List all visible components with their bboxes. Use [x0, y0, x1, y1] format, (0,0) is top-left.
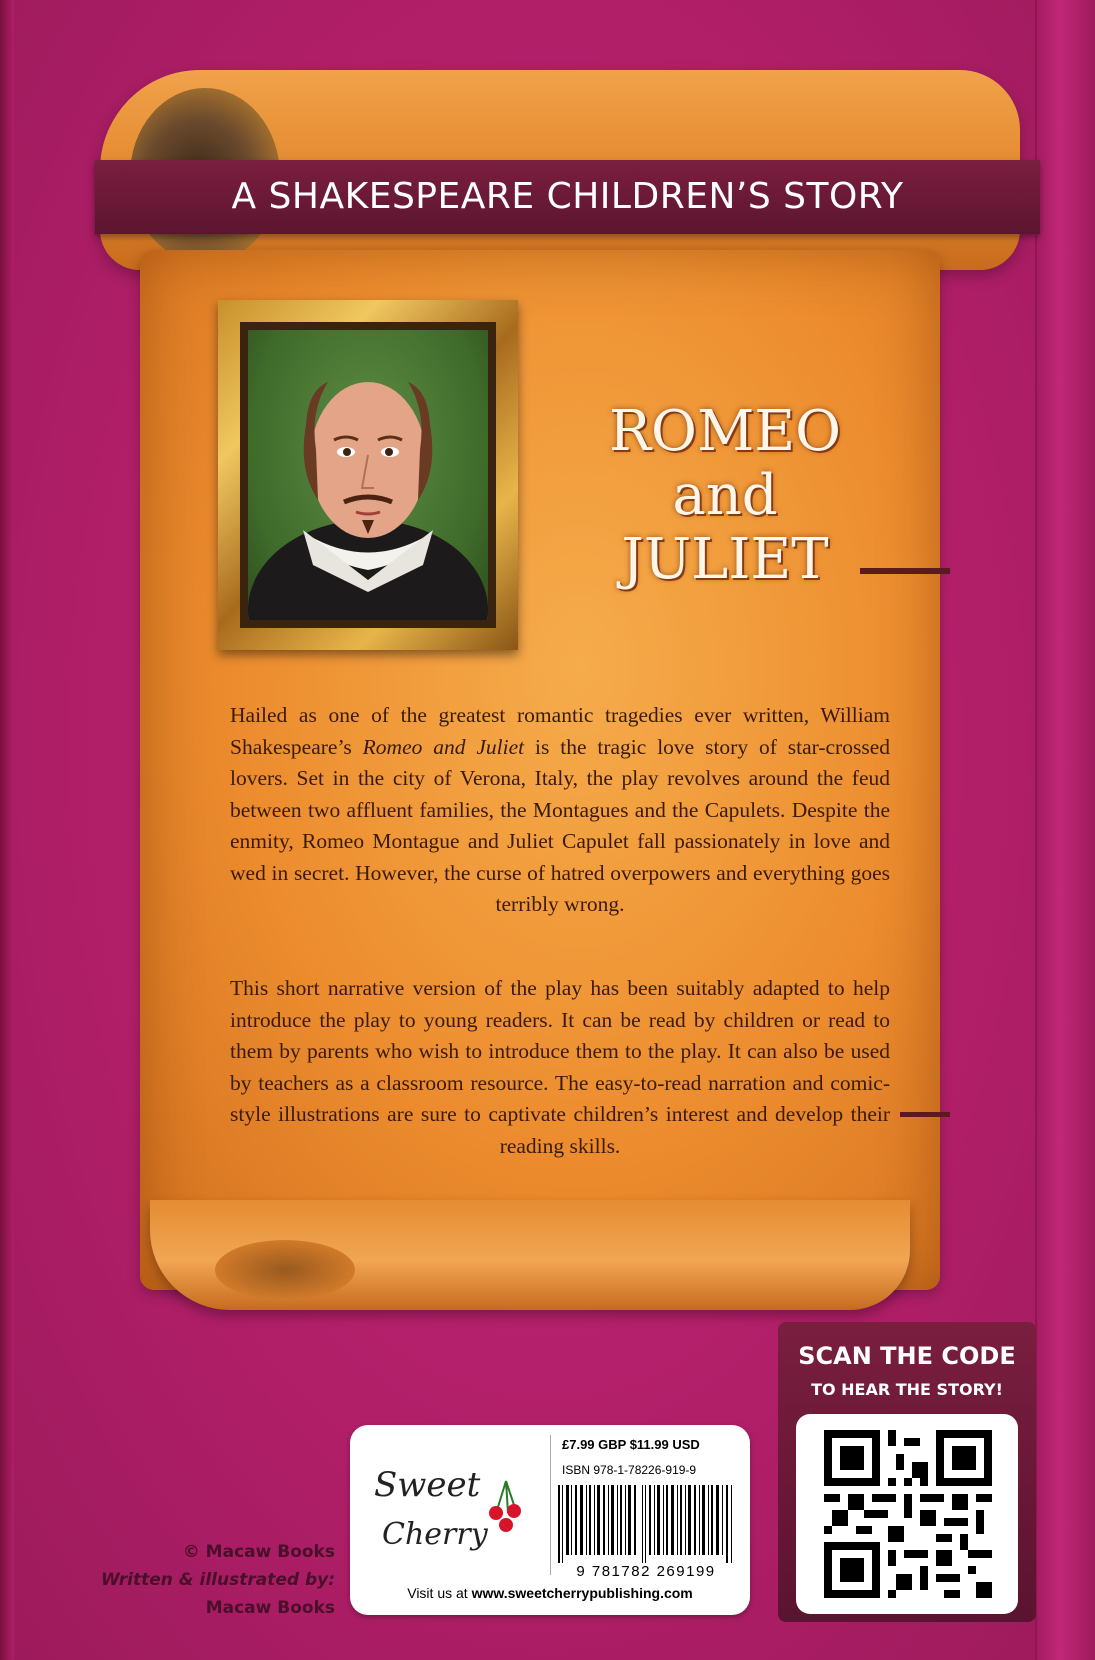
website-line [350, 1585, 750, 1601]
isbn-label: ISBN 978-1-78226-919-9 [562, 1463, 697, 1477]
book-title-line-1: ROMEO and [608, 399, 842, 528]
website-link[interactable]: www.sweetcherrypublishing.com [471, 1585, 693, 1601]
logo-word-cherry: Cherry [382, 1517, 488, 1552]
description-paragraph-2: This short narrative version of the play has been suitably adapted to help introduce the play to young readers. It can be read by children or read to them by parents who wish to introduce them to the play. It can also be used by teachers as a classroom resource. The easy-to-read narration and comic-style illustrations are sure to captivate children’s interest and develop their reading skills. [230, 976, 890, 1158]
price-label: £7.99 GBP $11.99 USD [562, 1437, 700, 1452]
credits [90, 1538, 335, 1622]
series-title: A SHAKESPEARE CHILDREN’S STORY [231, 176, 904, 217]
barcode-divider [550, 1435, 551, 1575]
copyright-line: © Macaw Books [182, 1542, 335, 1562]
barcode-number: 9 781782 269199 [576, 1563, 716, 1580]
qr-code-box[interactable] [796, 1414, 1018, 1614]
book-title-line-2: JULIET [621, 527, 829, 592]
qr-title: SCAN THE CODE [798, 1342, 1016, 1370]
scroll-bottom-curl [215, 1240, 355, 1300]
nail-decoration [900, 1112, 950, 1117]
barcode-panel [350, 1425, 750, 1615]
logo-word-sweet: Sweet [374, 1465, 481, 1505]
description-paragraph-1 [230, 700, 890, 921]
sweet-cherry-logo [364, 1455, 524, 1575]
qr-code-icon [824, 1426, 992, 1602]
portrait-frame [218, 300, 518, 650]
qr-panel [778, 1322, 1036, 1622]
cherry-icon [484, 1477, 528, 1537]
written-by-label: Written & illustrated by: [101, 1570, 335, 1590]
play-title-italic: Romeo and Juliet [362, 734, 525, 759]
qr-subtitle: TO HEAR THE STORY! [811, 1380, 1003, 1399]
author-name: Macaw Books [205, 1598, 335, 1618]
description-text: is the tragic love story of star-crossed lovers. Set in the city of Verona, Italy, the play revolves around the feud between two affluent families, the Montagues and the Capulets. Despite the enmity, Romeo Montague and Juliet Capulet fall passionately in love and wed in secret. However, the curse of hatred overpowers and everything goes terribly wrong. [230, 734, 890, 916]
shakespeare-portrait [248, 330, 488, 620]
series-banner [95, 160, 1040, 234]
book-spine [1035, 0, 1095, 1660]
visit-prefix: Visit us at [407, 1585, 472, 1601]
left-edge [0, 0, 14, 1660]
barcode [556, 1485, 736, 1563]
description-text: Hailed as one of the greatest romantic tragedies ever written, William Shakespeare’s [230, 703, 890, 759]
book-title [560, 400, 890, 592]
